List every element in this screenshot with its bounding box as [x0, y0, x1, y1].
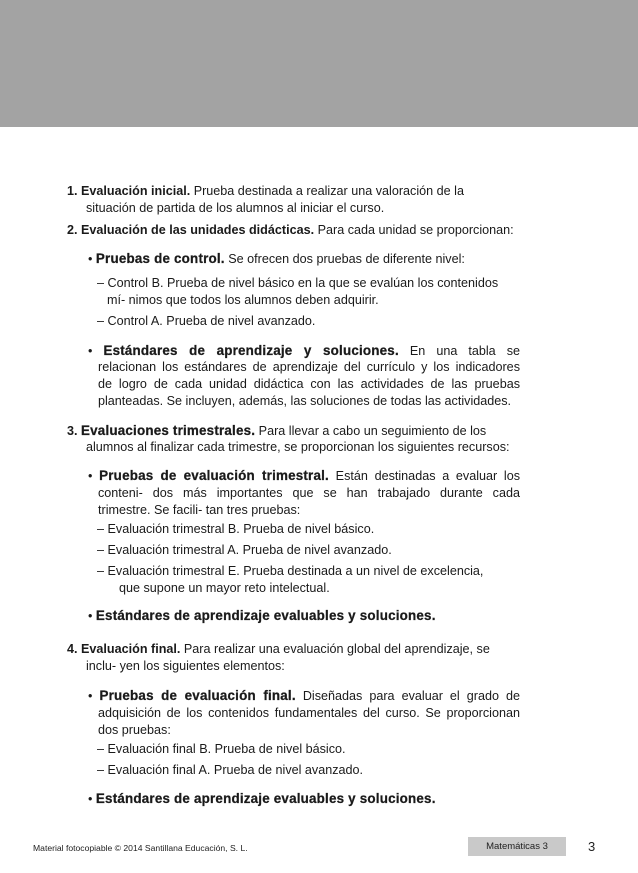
item-3-bullet-1-text-2: conteni- dos más importantes que se han trabajado durante cada	[98, 486, 520, 500]
item-1-text-2: situación de partida de los alumnos al iniciar el curso.	[86, 201, 385, 215]
item-2-bullet-2-text-1: En una tabla se	[409, 344, 520, 358]
bullet-icon: •	[88, 609, 93, 623]
item-1-line-1	[67, 183, 464, 200]
item-1-title: Evaluación inicial.	[81, 184, 191, 198]
item-3-bullet-2	[88, 607, 436, 625]
item-3-text-2: alumnos al finalizar cada trimestre, se proporcionan los siguientes recursos:	[86, 440, 510, 454]
item-2-bullet-1-text: Se ofrecen dos pruebas de diferente nivel:	[224, 252, 465, 266]
item-4-text-2: inclu- yen los siguientes elementos:	[86, 659, 285, 673]
item-2-bullet-2-line-1	[88, 342, 520, 360]
bullet-icon: •	[88, 252, 93, 266]
item-3-line-1	[67, 422, 486, 440]
item-4-bullet-1-title: Pruebas de evaluación final.	[99, 688, 296, 703]
footer-subject-badge: Matemáticas 3	[468, 837, 566, 856]
item-4-bullet-1-text-2: adquisición de los contenidos fundamentales del curso. Se proporcionan	[98, 706, 520, 720]
item-2-bullet-2-text-3: de logro de cada unidad didáctica con las actividades de las pruebas	[98, 377, 520, 391]
item-4-bullet-1-text-3: dos pruebas:	[98, 723, 171, 737]
bullet-icon: •	[88, 689, 93, 703]
item-3-bullet-1-line-1	[88, 467, 520, 485]
item-2-bullet-2-title: Estándares de aprendizaje y soluciones.	[103, 343, 399, 358]
item-3-sub-1: – Evaluación trimestral B. Prueba de nivel básico.	[97, 522, 375, 536]
item-3-sub-3b: que supone un mayor reto intelectual.	[119, 581, 330, 595]
footer-copyright: Material fotocopiable © 2014 Santillana Educación, S. L.	[33, 843, 248, 853]
item-4-bullet-2-title: Estándares de aprendizaje evaluables y soluciones.	[95, 791, 436, 806]
item-3-sub-2: – Evaluación trimestral A. Prueba de nivel avanzado.	[97, 543, 392, 557]
item-4-bullet-1-text-1: Diseñadas para evaluar el grado de	[302, 689, 521, 703]
header-band	[0, 0, 638, 127]
item-2-bullet-1-title: Pruebas de control.	[95, 251, 225, 266]
item-4-title: Evaluación final.	[81, 642, 181, 656]
item-4-sub-2: – Evaluación final A. Prueba de nivel avanzado.	[97, 763, 364, 777]
item-1-number: 1.	[67, 184, 78, 198]
item-2-sub-2: – Control A. Prueba de nivel avanzado.	[97, 314, 316, 328]
item-3-title: Evaluaciones trimestrales.	[81, 423, 256, 438]
item-2-number: 2.	[67, 223, 78, 237]
bullet-icon: •	[88, 344, 93, 358]
item-3-number: 3.	[67, 424, 78, 438]
item-2-line-1	[67, 222, 514, 239]
item-4-number: 4.	[67, 642, 78, 656]
item-3-bullet-1-text-1: Están destinadas a evaluar los	[335, 469, 521, 483]
item-4-bullet-2	[88, 790, 436, 808]
item-2-sub-1b: mí- nimos que todos los alumnos deben adquirir.	[107, 293, 379, 307]
page-number: 3	[588, 839, 596, 854]
item-4-line-1	[67, 641, 490, 658]
item-3-sub-3a: – Evaluación trimestral E. Prueba destinada a un nivel de excelencia,	[97, 564, 484, 578]
item-1-text-1: Prueba destinada a realizar una valoración de la	[190, 184, 464, 198]
item-3-bullet-1-text-3: trimestre. Se facili- tan tres pruebas:	[98, 503, 301, 517]
bullet-icon: •	[88, 469, 93, 483]
item-2-text-1: Para cada unidad se proporcionan:	[314, 223, 514, 237]
item-3-text-1: Para llevar a cabo un seguimiento de los	[255, 424, 487, 438]
bullet-icon: •	[88, 792, 93, 806]
item-4-text-1: Para realizar una evaluación global del aprendizaje, se	[180, 642, 490, 656]
item-2-bullet-1-line-1	[88, 250, 465, 268]
item-2-bullet-2-text-2: relacionan los estándares de aprendizaje del currículo y los indicadores	[98, 360, 520, 374]
item-2-title: Evaluación de las unidades didácticas.	[81, 223, 315, 237]
item-2-bullet-2-text-4: planteadas. Se incluyen, además, las soluciones de todas las actividades.	[98, 394, 512, 408]
item-2-sub-1a: – Control B. Prueba de nivel básico en la que se evalúan los contenidos	[97, 276, 499, 290]
item-3-bullet-2-title: Estándares de aprendizaje evaluables y soluciones.	[95, 608, 436, 623]
item-4-bullet-1-line-1	[88, 687, 520, 705]
item-3-bullet-1-title: Pruebas de evaluación trimestral.	[99, 468, 329, 483]
item-4-sub-1: – Evaluación final B. Prueba de nivel básico.	[97, 742, 346, 756]
